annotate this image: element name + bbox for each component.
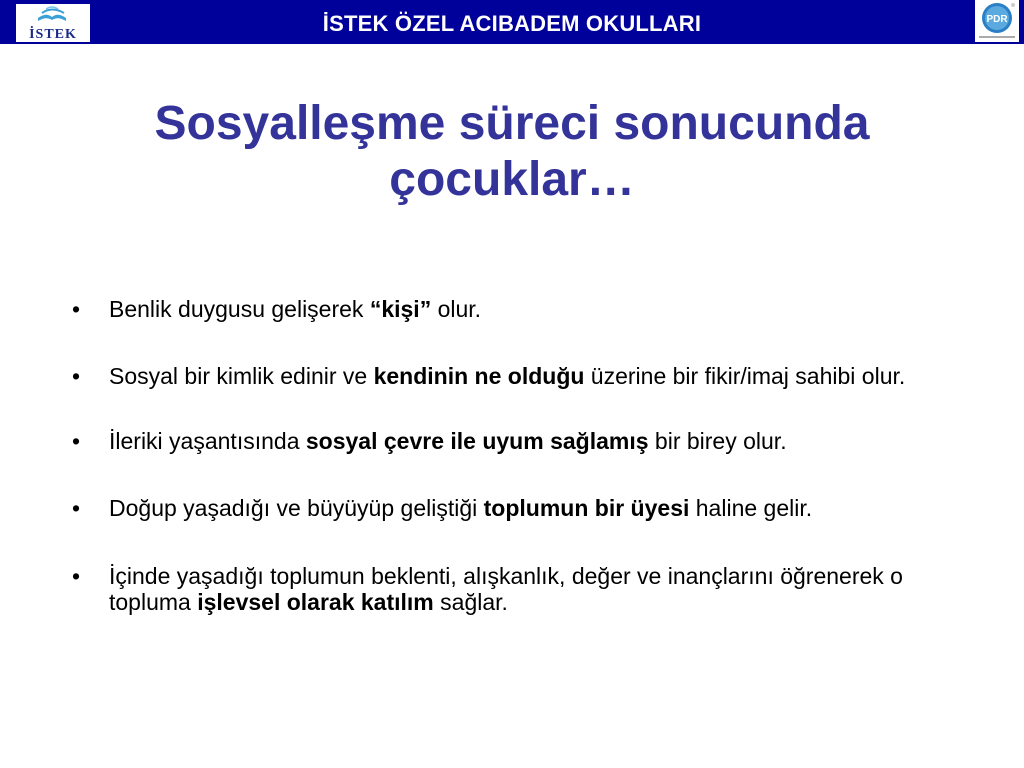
bullet-item [72,296,972,322]
pdr-logo-text: PDR [986,14,1008,25]
bullet-text: Benlik duygusu gelişerek “kişi” olur. [109,296,482,322]
bullet-emphasis: “kişi” [369,296,432,322]
bullet-emphasis: sosyal çevre ile uyum sağlamış [305,428,649,454]
bullet-icon: • [72,495,81,521]
bullet-text: İçinde yaşadığı toplumun beklenti, alışkanlık, değer ve inançlarını öğrenerek o topluma işlevsel olarak katılım sağlar. [109,563,903,615]
bullet-icon: • [72,363,81,389]
pdr-logo [975,0,1019,42]
bullet-icon: • [72,428,81,454]
bullet-icon: • [72,563,81,589]
bullet-emphasis: kendinin ne olduğu [373,363,585,389]
bullet-text: Sosyal bir kimlik edinir ve kendinin ne olduğu üzerine bir fikir/imaj sahibi olur. [109,363,906,389]
slide-title: Sosyalleşme süreci sonucunda çocuklar… [154,97,870,206]
pdr-icon [975,0,1019,42]
bullet-text: Doğup yaşadığı ve büyüyüp geliştiği toplumun bir üyesi haline gelir. [109,495,813,521]
bullet-list [72,296,972,656]
bullet-emphasis: işlevsel olarak katılım [197,589,434,615]
bullet-item [72,563,972,615]
bullet-emphasis: toplumun bir üyesi [483,495,690,521]
bullet-item [72,495,972,521]
istek-logo-text: İSTEK [29,27,77,42]
bullet-text: İleriki yaşantısında sosyal çevre ile uyum sağlamış bir birey olur. [109,428,787,454]
bullet-item [72,363,972,389]
header-title: İSTEK ÖZEL ACIBADEM OKULLARI [322,11,702,36]
istek-logo [16,4,90,42]
bullet-icon: • [72,296,81,322]
bullet-item [72,428,972,454]
book-icon [16,4,90,42]
